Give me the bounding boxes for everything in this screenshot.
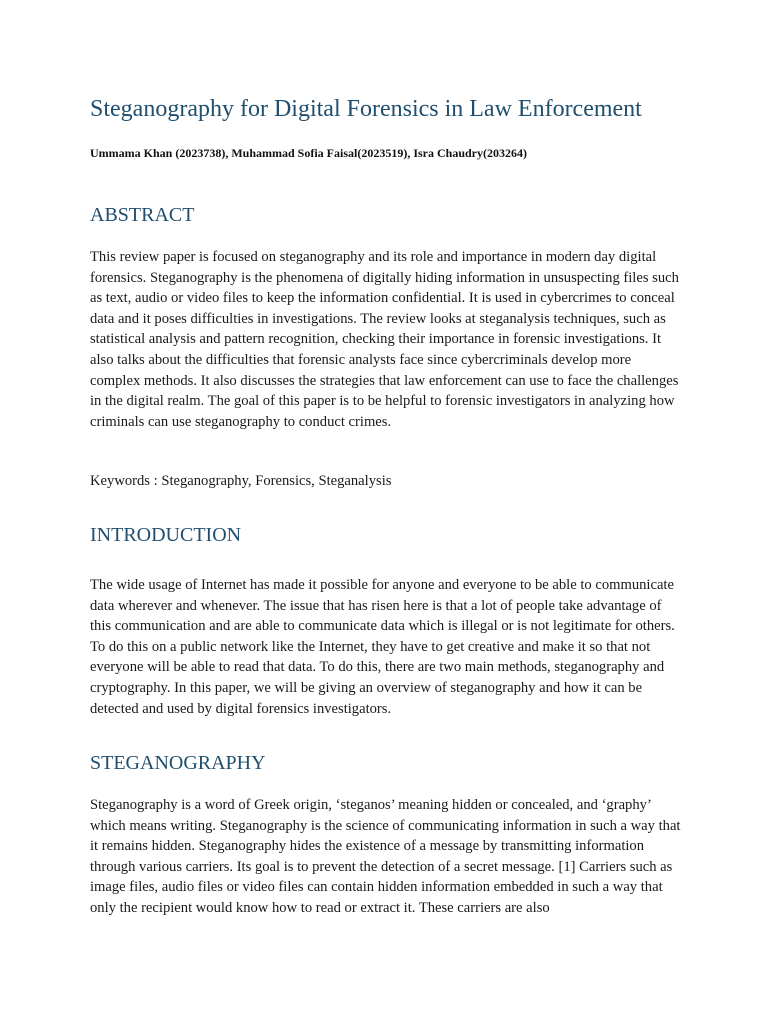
paper-title: Steganography for Digital Forensics in Law Enforcement [90, 96, 642, 122]
introduction-paragraph: The wide usage of Internet has made it possible for anyone and everyone to be able to communicate data wherever and whenever. The issue that has risen here is that a lot of people take advantage of this communication and are able to communicate data which is illegal or is not legitimate for others. To do this on a public network like the Internet, they have to get creative and make it so that not everyone will be able to read that data. To do this, there are two main methods, steganography and cryptography. In this paper, we will be giving an overview of steganography and how it can be detected and used by digital forensics investigators. [90, 577, 675, 717]
steganography-paragraph: Steganography is a word of Greek origin, ‘steganos’ meaning hidden or concealed, and ‘graphy’ which means writing. Steganography is the science of communicating information in such a way that it remains hidden. Steganography hides the existence of a message by transmitting information through various carriers. Its goal is to prevent the detection of a secret message. [1] Carriers such as image files, audio files or video files can contain hidden information embedded in such a way that only the recipient would know how to read or extract it. These carriers are also [90, 797, 681, 916]
section-heading-abstract: ABSTRACT [90, 204, 195, 226]
section-heading-introduction: INTRODUCTION [90, 524, 242, 546]
keywords-line: Keywords : Steganography, Forensics, Steganalysis [90, 473, 392, 489]
abstract-paragraph: This review paper is focused on steganography and its role and importance in modern day digital forensics. Steganography is the phenomena of digitally hiding information in unsuspecting files such as text, audio or video files to keep the information confidential. It is used in cybercrimes to conceal data and it poses difficulties in investigations. The review looks at steganalysis techniques, such as statistical analysis and pattern recognition, checking their importance in forensic investigations. It also talks about the difficulties that forensic analysts face since cybercriminals develop more complex methods. It also discusses the strategies that law enforcement can use to face the challenges in the digital realm. The goal of this paper is to be helpful to forensic investigators in analyzing how criminals can use steganography to conduct crimes. [90, 249, 679, 430]
paper-authors: Ummama Khan (2023738), Muhammad Sofia Faisal(2023519), Isra Chaudry(203264) [90, 146, 528, 160]
section-heading-steganography: STEGANOGRAPHY [90, 752, 266, 774]
